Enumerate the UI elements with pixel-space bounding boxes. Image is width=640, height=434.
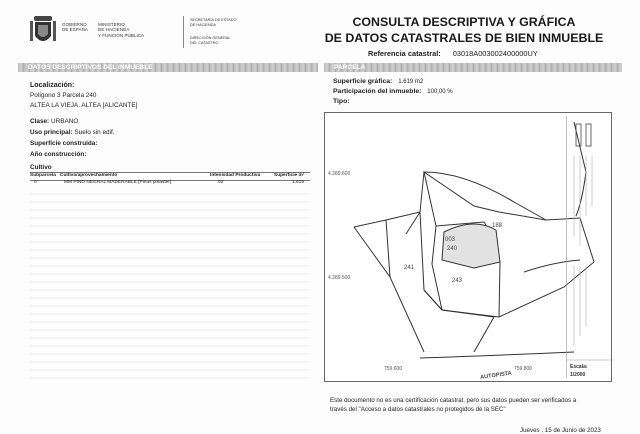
direccion-label: DIRECCIÓN GENERAL DEL CATASTRO (190, 36, 231, 45)
col-subparcela: Subparcela (30, 173, 56, 178)
superficie-construida-label: Superficie construida: (30, 140, 98, 147)
section-title-parcela: PARCELA (324, 63, 622, 72)
disclaimer-text (330, 396, 612, 414)
cadastral-reference (368, 49, 538, 58)
col-superficie: Superficie m² (274, 173, 305, 178)
ref-label: Referencia catastral: (368, 49, 441, 58)
participacion-label: Participación del inmueble: (333, 88, 422, 95)
coord-x-west: 759.600 (384, 366, 403, 372)
section-title-inmueble: DATOS DESCRIPTIVOS DEL INMUEBLE (18, 63, 318, 72)
cell-superficie: 1.619 (292, 180, 305, 185)
scale-label: Escala: (570, 364, 588, 370)
coat-of-arms-icon (30, 16, 56, 46)
superficie-grafica-value: 1.619 m2 (398, 79, 424, 85)
localizacion-label: Localización: (30, 82, 75, 89)
document-title: CONSULTA DESCRIPTIVA Y GRÁFICA DE DATOS CATASTRALES DE BIEN INMUEBLE (324, 15, 604, 45)
localizacion-line2: ALTEA LA VIEJA. ALTEA [ALICANTE] (30, 102, 138, 109)
coord-y-north: 4.289.600 (328, 171, 351, 177)
secretaria-label: SECRETARÍA DE ESTADO DE HACIENDA (190, 18, 237, 27)
cultivo-label: Cultivo (30, 164, 52, 171)
parcel-240-label: 240 (447, 246, 458, 252)
parcel-003-label: 003 (445, 237, 456, 243)
header-divider (183, 16, 184, 48)
parcel-188-label: 188 (492, 223, 503, 229)
uso-label: Uso principal: (30, 129, 73, 136)
coord-y-south: 4.289.500 (328, 275, 351, 281)
scale-value: 1/2000 (570, 372, 586, 378)
clase-value: URBANO (50, 118, 79, 125)
col-intensidad: Intensidad Productiva (210, 173, 261, 178)
parcel-241-label: 241 (404, 265, 415, 271)
document-date: Jueves , 15 de Junio de 2023 (520, 427, 601, 434)
parcel-243-label: 243 (452, 278, 463, 284)
uso-value: Suelo sin edif. (74, 129, 115, 136)
superficie-grafica-label: Superficie gráfica: (333, 78, 393, 85)
ref-value: 03018A003002400000UY (452, 49, 538, 58)
cell-subparcela: 0 (34, 180, 37, 185)
disclaimer-line2: través del "Acceso a datos catastrales no protegidos de la SEC" (330, 406, 506, 413)
participacion-value: 100,00 % (427, 89, 453, 95)
empty-table-rows (30, 188, 310, 382)
ministry-name: GOBIERNO DE ESPAÑA (62, 22, 88, 33)
tipo-label: Tipo: (333, 98, 350, 105)
clase-label: Clase: (30, 118, 50, 125)
cell-intensidad: 02 (218, 180, 224, 185)
cell-cultivo: MM PINO NEGRAL MADERABLE [Pinus pinaster] (64, 180, 172, 185)
localizacion-line1: Polígono 3 Parcela 240 (30, 92, 97, 99)
coord-x-east: 759.800 (514, 366, 533, 372)
table-row (30, 180, 310, 187)
road-label: AUTOPISTA (479, 370, 513, 381)
map-legend-strip (566, 116, 612, 378)
disclaimer-line1: Este documento no es una certificación catastral, pero sus datos pueden ser verificados a (330, 397, 577, 404)
anio-construccion-label: Año construcción: (30, 151, 87, 158)
col-cultivo: Cultivo/aprovechamiento (60, 173, 118, 178)
ministry-hacienda: MINISTERIO DE HACIENDA Y FUNCIÓN PÚBLICA (98, 22, 145, 38)
